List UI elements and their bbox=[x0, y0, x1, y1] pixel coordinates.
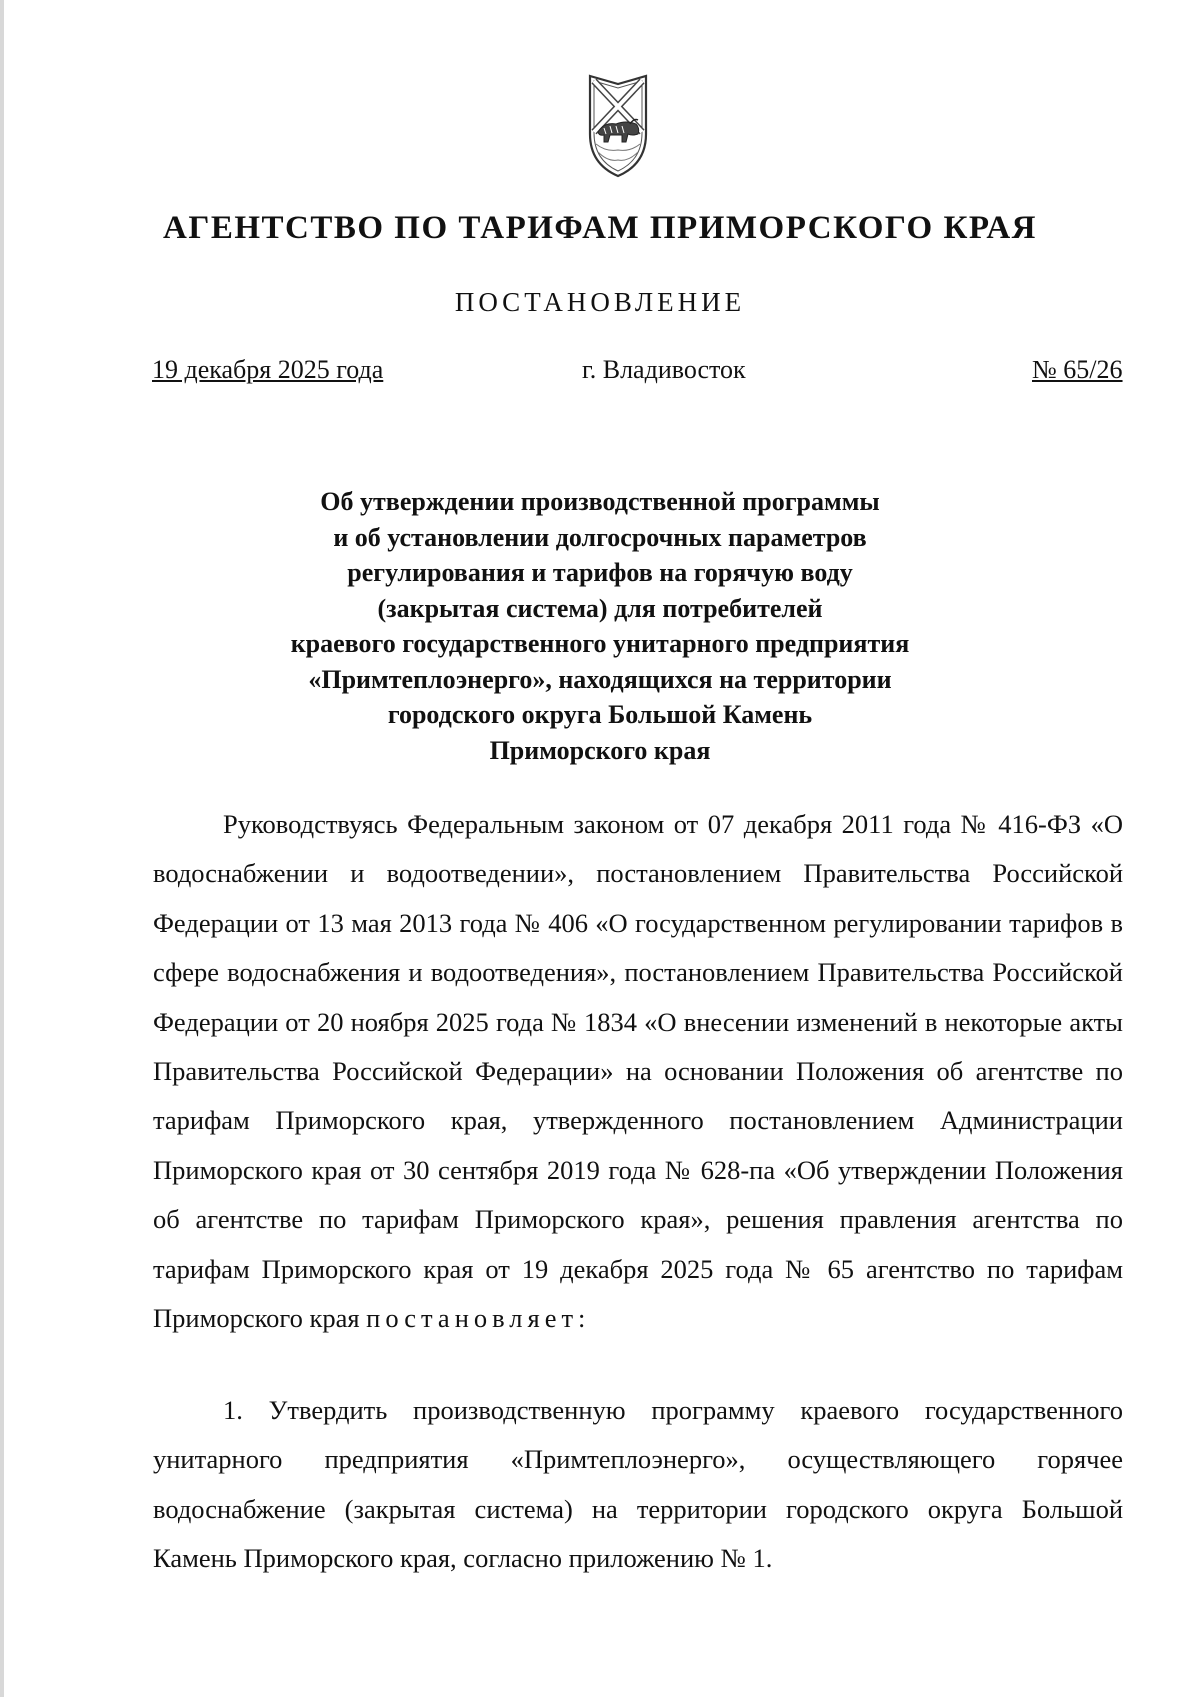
preamble-text: Руководствуясь Федеральным законом от 07 декабря 2011 года № 416-ФЗ «О водоснабжении и водоотведении», постановлением Правительства Российской Федерации от 13 мая 2013 года № 406 «О государственном регулировании тарифов в сфере водоснабжения и водоотведения», постановлением Правительства Российской Федерации от 20 ноября 2025 года № 1834 «О внесении изменений в некоторые акты Правительства Российской Федерации» на основании Положения об агентстве по тарифам Приморского края, утвержденного постановлением Администрации Приморского края от 30 сентября 2019 года № 628-па «Об утверждении Положения об агентстве по тарифам Приморского края», решения правления агентства по тарифам Приморского края от 19 декабря 2025 года № 65 агентство по тарифам Приморского края bbox=[153, 809, 1123, 1334]
subject-line: (закрытая система) для потребителей bbox=[377, 593, 823, 623]
subject-line: Приморского края bbox=[489, 735, 711, 765]
scan-edge bbox=[0, 0, 4, 1697]
subject-line: «Примтеплоэнерго», находящихся на территории bbox=[308, 664, 892, 694]
subject-line: регулирования и тарифов на горячую воду bbox=[347, 558, 853, 587]
decree-word: постановляет bbox=[366, 1303, 579, 1334]
document-city: г. Владивосток bbox=[582, 355, 746, 384]
subject-line: краевого государственного унитарного предприятия bbox=[290, 629, 910, 658]
primorsky-krai-coat-of-arms-icon bbox=[582, 72, 654, 180]
document-date: 19 декабря 2025 года bbox=[152, 355, 384, 384]
preamble-paragraph bbox=[153, 800, 1123, 1343]
document-subject bbox=[0, 484, 1200, 768]
subject-line: и об установлении долгосрочных параметров bbox=[333, 522, 867, 552]
subject-line: Об утверждении производственной программы bbox=[320, 487, 880, 516]
document-number: № 65/26 bbox=[1032, 355, 1123, 384]
agency-name: АГЕНТСТВО ПО ТАРИФАМ ПРИМОРСКОГО КРАЯ bbox=[163, 210, 1037, 246]
clause-1-paragraph: 1. Утвердить производственную программу краевого государственного унитарного предприятия «Примтеплоэнерго», осуществляющего горячее водоснабжение (закрытая система) на территории городского округа Большой Камень Приморского края, согласно приложению № 1. bbox=[153, 1395, 1123, 1574]
subject-line: городского округа Большой Камень bbox=[387, 700, 813, 729]
document-type: ПОСТАНОВЛЕНИЕ bbox=[454, 287, 746, 317]
decree-colon: : bbox=[578, 1303, 586, 1334]
